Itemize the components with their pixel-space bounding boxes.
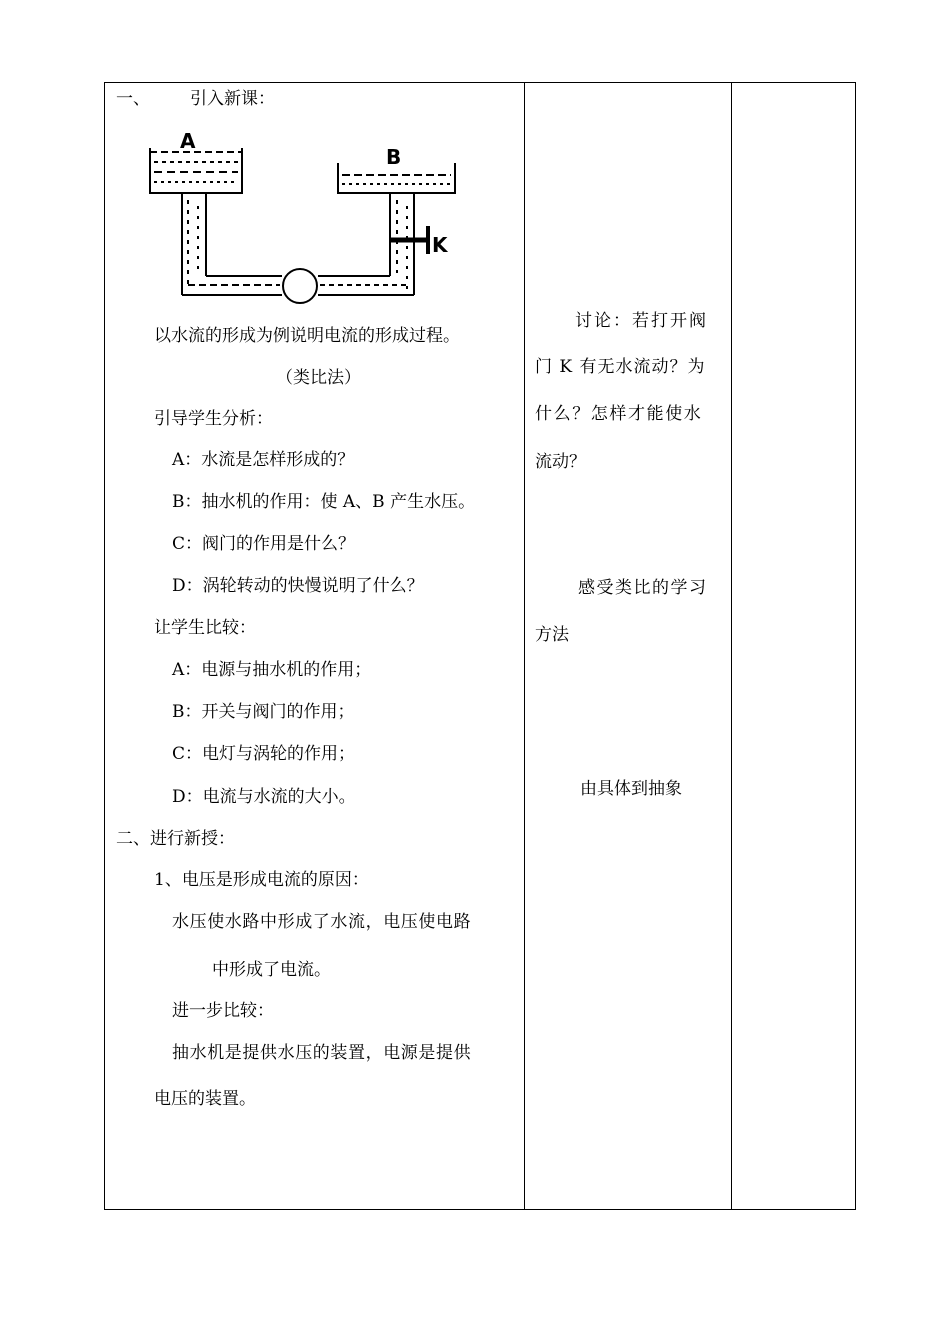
section1-title: 引入新课： xyxy=(190,89,275,109)
diagram-label-a: A xyxy=(180,129,196,153)
column-divider-2 xyxy=(731,83,732,1209)
feel-line1: 感受类比的学习 xyxy=(578,578,708,598)
concrete-text: 由具体到抽象 xyxy=(580,779,682,799)
further-line2: 电压的装置。 xyxy=(154,1089,256,1109)
compare-item-a: A：电源与抽水机的作用； xyxy=(172,660,372,680)
water-flow-diagram xyxy=(140,128,470,308)
point1-line2: 中形成了电流。 xyxy=(212,960,331,980)
further-line1: 抽水机是提供水压的装置，电源是提供 xyxy=(172,1043,472,1063)
guide-item-c: C：阀门的作用是什么？ xyxy=(172,534,356,554)
diagram-label-b: B xyxy=(386,145,402,169)
diagram-label-k: K xyxy=(432,233,448,257)
feel-line2: 方法 xyxy=(535,625,569,645)
discuss-line4: 流动？ xyxy=(535,452,586,472)
guide-item-d: D：涡轮转动的快慢说明了什么？ xyxy=(172,576,424,596)
guide-title: 引导学生分析： xyxy=(154,409,273,429)
compare-item-d: D：电流与水流的大小。 xyxy=(172,787,356,807)
section1-number: 一、 xyxy=(116,89,150,109)
discuss-line3: 什么？怎样才能使水 xyxy=(535,404,703,424)
point1-title: 1、电压是形成电流的原因： xyxy=(154,870,369,890)
discuss-line1: 讨论：若打开阀 xyxy=(575,311,708,331)
compare-item-c: C：电灯与涡轮的作用； xyxy=(172,744,356,764)
method-text: （类比法） xyxy=(276,368,361,388)
guide-item-b: B：抽水机的作用：使 A、B 产生水压。 xyxy=(172,492,476,512)
section2-title: 二、进行新授： xyxy=(116,829,235,849)
further-title: 进一步比较： xyxy=(172,1001,274,1021)
point1-line1: 水压使水路中形成了水流，电压使电路 xyxy=(172,912,472,932)
column-divider-1 xyxy=(524,83,525,1209)
compare-item-b: B：开关与阀门的作用； xyxy=(172,702,355,722)
discuss-line2: 门 K 有无水流动？为 xyxy=(535,357,706,377)
compare-title: 让学生比较： xyxy=(154,618,256,638)
guide-item-a: A：水流是怎样形成的？ xyxy=(172,450,355,470)
intro-text: 以水流的形成为例说明电流的形成过程。 xyxy=(154,326,460,346)
